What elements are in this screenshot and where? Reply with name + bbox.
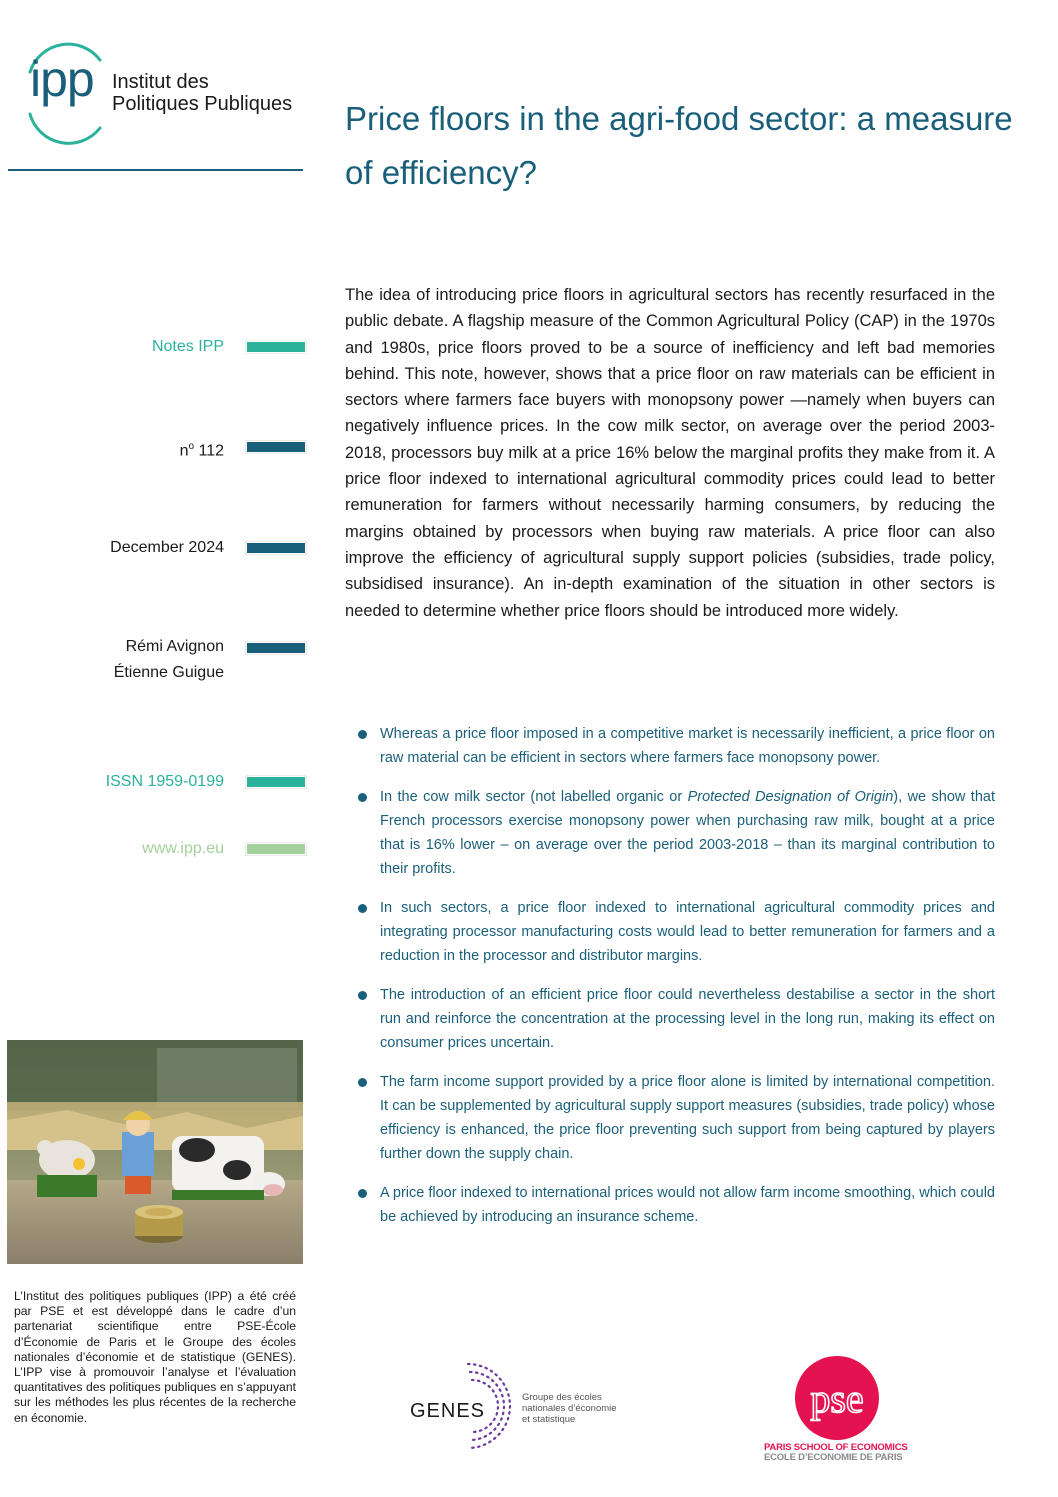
note-number: $n^o$ 112 bbox=[179, 441, 224, 460]
cover-photo bbox=[7, 1040, 303, 1264]
issn-bar bbox=[246, 776, 306, 788]
key-point: The farm income support provided by a price floor alone is limited by international competition. It can be supplemented by agricultural supply support measures (subsidies, trade policy) whose efficiency is enhanced, the price floor preventing such support from being captured by players further down the supply chain. bbox=[358, 1070, 995, 1167]
key-point: A price floor indexed to international prices would not allow farm income smoothing, which could be achieved by introducing an insurance scheme. bbox=[358, 1181, 995, 1230]
pse-mark-text: pse bbox=[810, 1376, 864, 1421]
about-ipp: L’Institut des politiques publiques (IPP) a été créé par PSE et est développé dans le cadre d’un partenariat scientifique entre PSE-École d’Économie de Paris et le Groupe des écoles nationales d’économie et de statistique (GENES). L’IPP vise à promouvoir l’analyse et l’évaluation quantitatives des politiques publiques en s’appuyant sur les méthodes les plus récentes de la recherche en économie. bbox=[14, 1289, 296, 1425]
page-title: Price floors in the agri-food sector: a measure of efficiency? bbox=[345, 100, 1013, 191]
key-point: The introduction of an efficient price floor could nevertheless destabilise a sector in the short run and reinforce the concentration at the processing level in the long run, making its effect on consumer prices uncertain. bbox=[358, 983, 995, 1056]
key-point: Whereas a price floor imposed in a competitive market is necessarily inefficient, a price floor on raw material can be efficient in sectors where farmers face monopsony power. bbox=[358, 722, 995, 771]
pse-logo bbox=[762, 1354, 912, 1466]
authors-bar bbox=[246, 642, 306, 654]
author-1: Rémi Avignon bbox=[125, 638, 224, 655]
issn: ISSN 1959-0199 bbox=[105, 773, 224, 790]
header-divider bbox=[8, 169, 303, 171]
pse-name-fr: ECOLE D’ECONOMIE DE PARIS bbox=[764, 1452, 903, 1463]
publication-date: December 2024 bbox=[110, 539, 224, 556]
website-link[interactable]: www.ipp.eu bbox=[142, 840, 224, 857]
key-point: In such sectors, a price floor indexed to international agricultural commodity prices and integrating processor manufacturing costs would lead to better remuneration for farmers and a reduction in the processor and distributor margins. bbox=[358, 896, 995, 969]
key-points-list bbox=[358, 722, 995, 1243]
abstract: The idea of introducing price floors in agricultural sectors has recently resurfaced in the public debate. A flagship measure of the Common Agricultural Policy (CAP) in the 1970s and 1980s, price floors proved to be a source of inefficiency and left bad memories behind. This note, however, shows that a price floor on raw materials can be efficient in sectors where farmers face buyers with monopsony power —namely when buyers can negatively influence prices. In the cow milk sector, on average over the period 2003-2018, processors buy milk at a price 16% below the marginal profits they make from it. A price floor indexed to international agricultural commodity prices could lead to better remuneration for farmers without necessarily harming consumers, by reducing the margins obtained by processors when buying raw materials. A price floor can also improve the efficiency of agricultural supply support policies (subsidies, trade policy, subsidised insurance). An in-depth examination of the situation in other sectors is needed to determine whether price floors should be introduced more widely. bbox=[345, 286, 995, 620]
author-2: Étienne Guigue bbox=[113, 664, 224, 681]
ipp-logo-line1: Institut des bbox=[112, 71, 209, 93]
key-point: In the cow milk sector (not labelled organic or Protected Designation of Origin), we show that French processors exercise monopsony power when purchasing raw milk, bought at a price that is 16% lower – on average over the period 2003-2018 – than its marginal contribution to their profits. bbox=[358, 785, 995, 882]
pse-name-en: PARIS SCHOOL OF ECONOMICS bbox=[764, 1442, 908, 1453]
ipp-logo-short: ipp bbox=[30, 51, 94, 107]
farm-figurines-photo-icon bbox=[7, 1040, 303, 1264]
website-bar bbox=[246, 843, 306, 855]
pse-circle-mark-icon bbox=[792, 1354, 882, 1444]
bullet-dot-icon bbox=[358, 991, 367, 1000]
ipp-logo-line2: Politiques Publiques bbox=[112, 93, 293, 115]
ipp-logo bbox=[22, 42, 322, 152]
genes-logo bbox=[408, 1358, 618, 1454]
genes-wordmark: GENES bbox=[410, 1400, 486, 1422]
number-bar bbox=[246, 441, 306, 453]
series-bar bbox=[246, 341, 306, 353]
bullet-dot-icon bbox=[358, 730, 367, 739]
date-bar bbox=[246, 542, 306, 554]
genes-subtitle: Groupe des écoles nationales d’économie et statistique bbox=[522, 1392, 617, 1425]
series-label: Notes IPP bbox=[151, 338, 224, 355]
bullet-dot-icon bbox=[358, 1078, 367, 1087]
bullet-dot-icon bbox=[358, 1189, 367, 1198]
bullet-dot-icon bbox=[358, 904, 367, 913]
bullet-dot-icon bbox=[358, 793, 367, 802]
